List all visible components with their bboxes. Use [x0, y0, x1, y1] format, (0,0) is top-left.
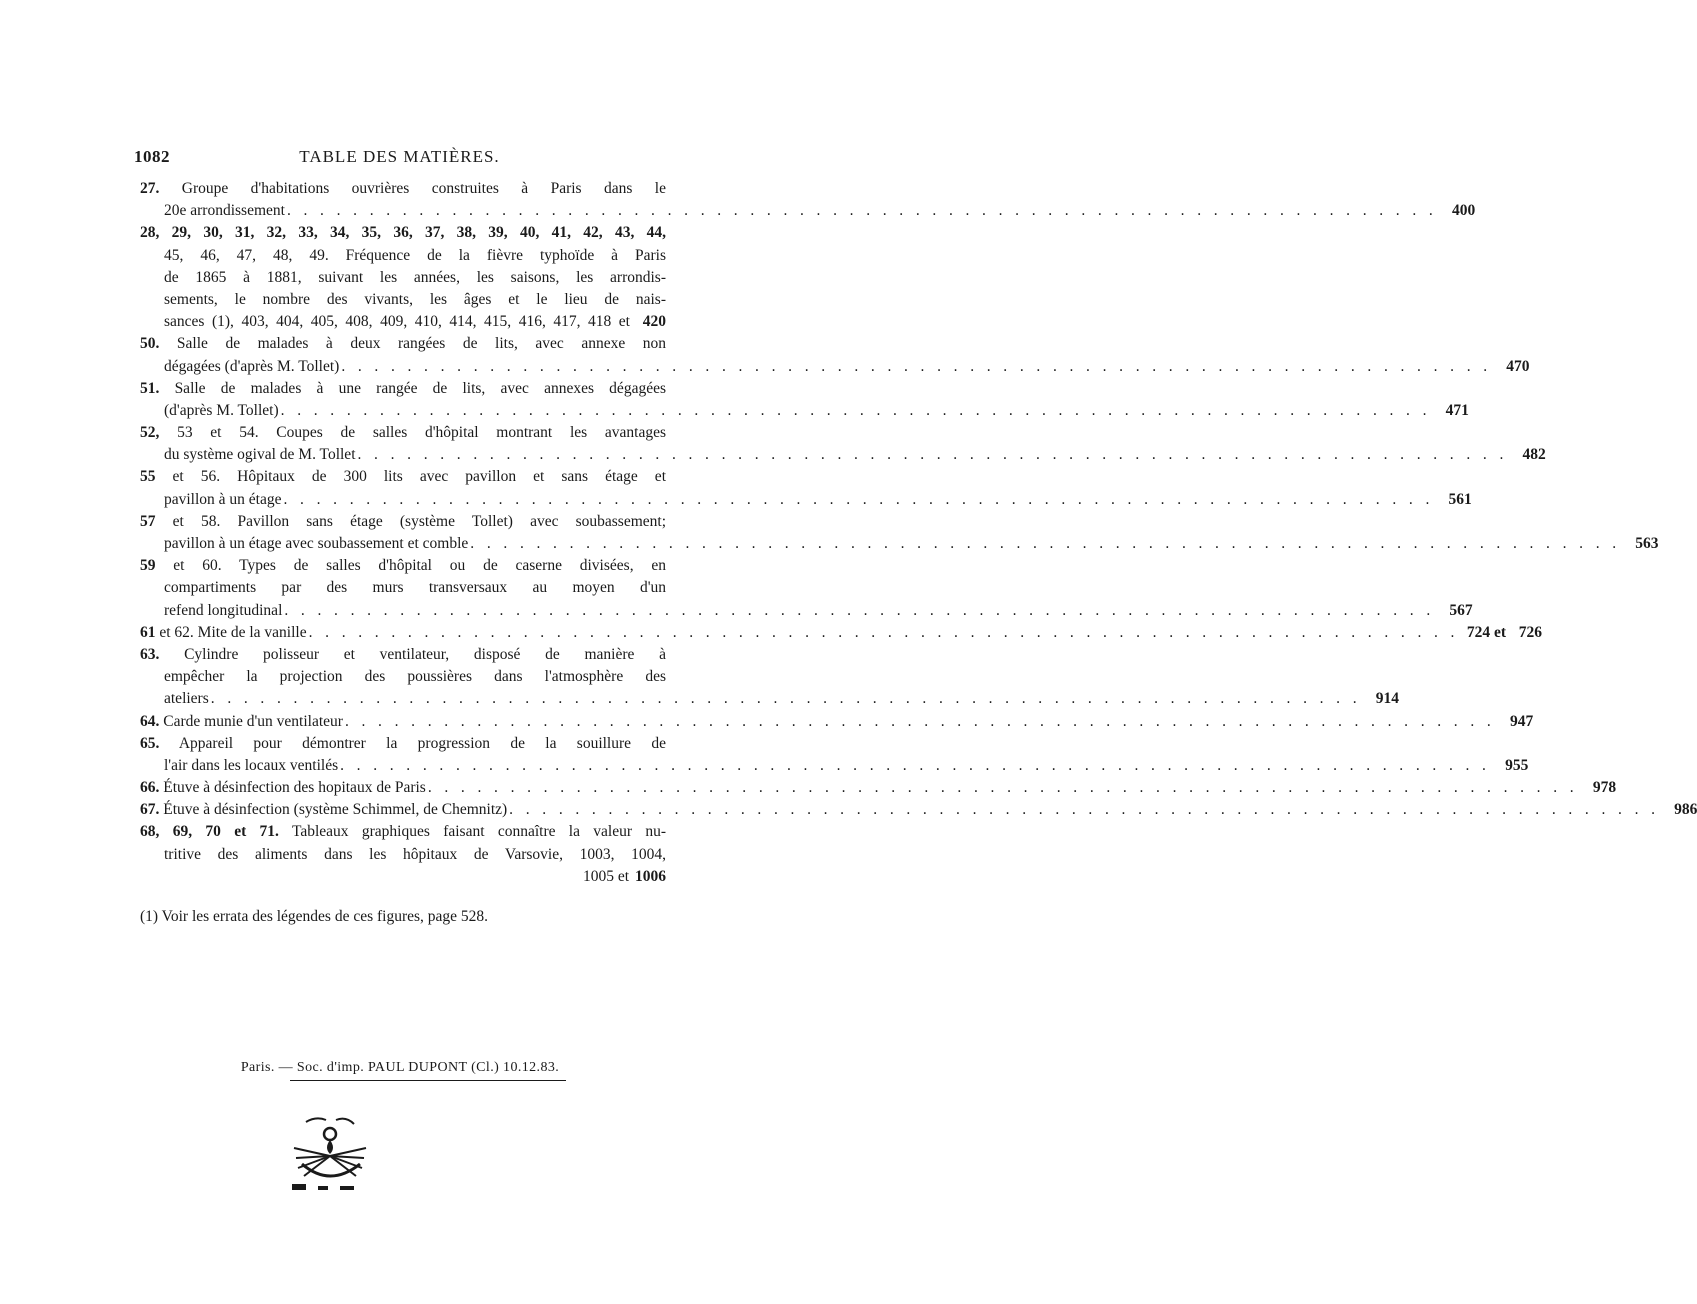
toc-line	[140, 733, 666, 755]
toc-line	[140, 511, 666, 533]
toc-entry	[140, 466, 1472, 510]
page-reference: 471	[1445, 401, 1469, 419]
entry-text: refend longitudinal	[164, 601, 283, 619]
toc-entry	[140, 422, 1546, 466]
dot-leader	[426, 777, 1580, 799]
toc-entry	[140, 178, 1476, 222]
toc-line	[140, 356, 1530, 378]
footnote: (1) Voir les errata des légendes de ces figures, page 528.	[140, 908, 489, 925]
toc-line	[140, 466, 666, 488]
toc-line	[140, 178, 666, 200]
running-head	[134, 147, 665, 173]
toc-line	[140, 622, 1542, 644]
entry-text: compartiments par des murs transversaux au moyen d'un	[164, 579, 666, 597]
toc-entry	[140, 799, 1697, 821]
figure-index	[140, 178, 1697, 888]
entry-text: dégagées (d'après M. Tollet)	[164, 357, 340, 375]
toc-line	[140, 267, 666, 289]
toc-entry	[140, 644, 1399, 711]
entry-text: sances (1), 403, 404, 405, 408, 409, 410, 414, 415, 416, 417, 418 et	[164, 313, 630, 331]
figure-number: 27.	[140, 180, 160, 197]
toc-line	[140, 844, 666, 866]
page-reference: 420	[642, 313, 666, 331]
figure-number: 55	[140, 468, 156, 486]
toc-line	[140, 245, 666, 267]
toc-line	[140, 222, 666, 244]
page-reference: 567	[1449, 601, 1473, 619]
toc-entry	[140, 711, 1534, 733]
toc-line	[140, 378, 666, 400]
page-reference: 914	[1375, 690, 1399, 708]
entry-text: du système ogival de M. Tollet	[164, 446, 356, 464]
dot-leader	[339, 356, 1493, 378]
printer-imprint: Paris. — Soc. d'imp. PAUL DUPONT (Cl.) 10.12.83.	[240, 1060, 560, 1075]
toc-line	[140, 577, 666, 599]
toc-line	[140, 755, 1529, 777]
toc-entry	[140, 333, 1530, 377]
toc-entry	[140, 777, 1617, 799]
toc-line	[140, 289, 666, 311]
entry-text: 20e arrondissement	[164, 202, 285, 220]
toc-entry	[140, 222, 666, 333]
page-reference: 978	[1592, 779, 1617, 797]
dot-leader	[338, 755, 1492, 777]
page-reference: 1006	[635, 867, 666, 885]
entry-text: Cylindre polisseur et ventilateur, disposé de manière à	[159, 645, 666, 663]
entry-text: 45, 46, 47, 48, 49. Fréquence de la fièvre typhoïde à Paris	[164, 246, 666, 264]
page-reference: 724 et	[1466, 623, 1506, 641]
page-reference: 561	[1448, 490, 1472, 508]
page-reference: 955	[1505, 756, 1529, 774]
toc-line	[140, 489, 1472, 511]
figure-number: 51.	[140, 379, 160, 397]
figure-number: 50.	[140, 335, 160, 353]
toc-entry	[140, 622, 1542, 644]
dot-leader	[343, 711, 1497, 733]
page-reference: 726	[1518, 623, 1542, 641]
entry-text: 1005 et	[582, 867, 629, 885]
figure-number: 57	[140, 512, 156, 530]
page-reference: 947	[1509, 712, 1534, 730]
entry-text: Appareil pour démontrer la progression de la souillure de	[159, 734, 666, 752]
entry-text: ateliers	[164, 690, 209, 708]
figure-number: 52,	[140, 424, 160, 442]
entry-text: Salle de malades à deux rangées de lits, avec annexe non	[159, 335, 666, 353]
toc-line	[140, 666, 666, 688]
toc-line	[140, 777, 1617, 799]
toc-line	[140, 400, 1469, 422]
page-reference: 986	[1674, 801, 1697, 819]
toc-line	[140, 555, 666, 577]
figure-number: 64.	[140, 712, 160, 730]
figure-number: 65.	[140, 734, 160, 752]
dot-leader	[285, 200, 1439, 222]
entry-text: de 1865 à 1881, suivant les années, les saisons, les arrondis-	[164, 268, 666, 286]
entry-text: l'air dans les locaux ventilés	[164, 756, 339, 774]
toc-entry	[140, 378, 1469, 422]
entry-text: Carde munie d'un ventilateur	[159, 712, 343, 730]
toc-line	[140, 688, 1399, 710]
entry-text: et 62. Mite de la vanille	[155, 623, 307, 641]
toc-line	[140, 311, 666, 333]
dot-leader	[282, 600, 1436, 622]
entry-text: et 56. Hôpitaux de 300 lits avec pavillon et sans étage et	[155, 468, 666, 486]
printer-ornament-icon	[284, 1108, 376, 1200]
dot-leader	[282, 489, 1436, 511]
dot-leader	[279, 400, 1433, 422]
entry-text: (d'après M. Tollet)	[164, 401, 279, 419]
toc-line	[140, 333, 666, 355]
entry-text: et 58. Pavillon sans étage (système Tollet) avec soubassement;	[155, 512, 666, 530]
toc-line	[140, 422, 666, 444]
toc-line	[140, 866, 666, 888]
entry-text: et 60. Types de salles d'hôpital ou de caserne divisées, en	[155, 557, 666, 575]
figure-number: 28, 29, 30, 31, 32, 33, 34, 35, 36, 37, 38, 39, 40, 41, 42, 43, 44,	[140, 224, 666, 242]
entry-text: Salle de malades à une rangée de lits, avec annexes dégagées	[159, 379, 666, 397]
entry-text: 53 et 54. Coupes de salles d'hôpital montrant les avantages	[159, 424, 666, 442]
toc-line	[140, 200, 1476, 222]
entry-text: tritive des aliments dans les hôpitaux de Varsovie, 1003, 1004,	[164, 845, 666, 863]
entry-text: pavillon à un étage	[164, 490, 282, 508]
running-title: TABLE DES MATIÈRES.	[299, 147, 500, 166]
entry-text: empêcher la projection des poussières dans l'atmosphère des	[164, 668, 666, 686]
toc-line	[140, 644, 666, 666]
toc-line	[140, 711, 1534, 733]
entry-text: Tableaux graphiques faisant connaître la valeur nu-	[278, 823, 666, 841]
page-reference: 470	[1506, 357, 1530, 375]
dot-leader	[307, 622, 1461, 644]
toc-entry	[140, 511, 1659, 555]
toc-entry	[140, 555, 1473, 622]
dot-leader	[468, 533, 1622, 555]
dot-leader	[507, 799, 1661, 821]
entry-text: Groupe d'habitations ouvrières construites à Paris dans le	[159, 180, 666, 197]
page-reference: 482	[1522, 446, 1546, 464]
toc-line	[140, 821, 666, 843]
dot-leader	[209, 688, 1363, 710]
entry-text: sements, le nombre des vivants, les âges et le lieu de nais-	[164, 290, 666, 308]
figure-number: 59	[140, 557, 156, 575]
entry-text: Étuve à désinfection des hopitaux de Paris	[159, 779, 426, 797]
toc-line	[140, 799, 1697, 821]
imprint-rule	[290, 1080, 566, 1081]
dot-leader	[356, 444, 1510, 466]
entry-text: pavillon à un étage avec soubassement et comble	[164, 535, 469, 552]
toc-line	[140, 600, 1473, 622]
figure-number: 66.	[140, 779, 160, 797]
toc-line	[140, 533, 1659, 555]
page-reference: 400	[1451, 202, 1476, 220]
figure-number: 63.	[140, 645, 160, 663]
toc-line	[140, 444, 1546, 466]
figure-number: 67.	[140, 801, 160, 819]
toc-entry	[140, 733, 1529, 777]
page-reference: 563	[1635, 535, 1659, 552]
figure-number: 61	[140, 623, 156, 641]
figure-number: 68, 69, 70 et 71.	[140, 823, 279, 841]
page-number: 1082	[134, 147, 170, 166]
toc-entry	[140, 821, 666, 888]
entry-text: Étuve à désinfection (système Schimmel, de Chemnitz)	[159, 801, 508, 819]
